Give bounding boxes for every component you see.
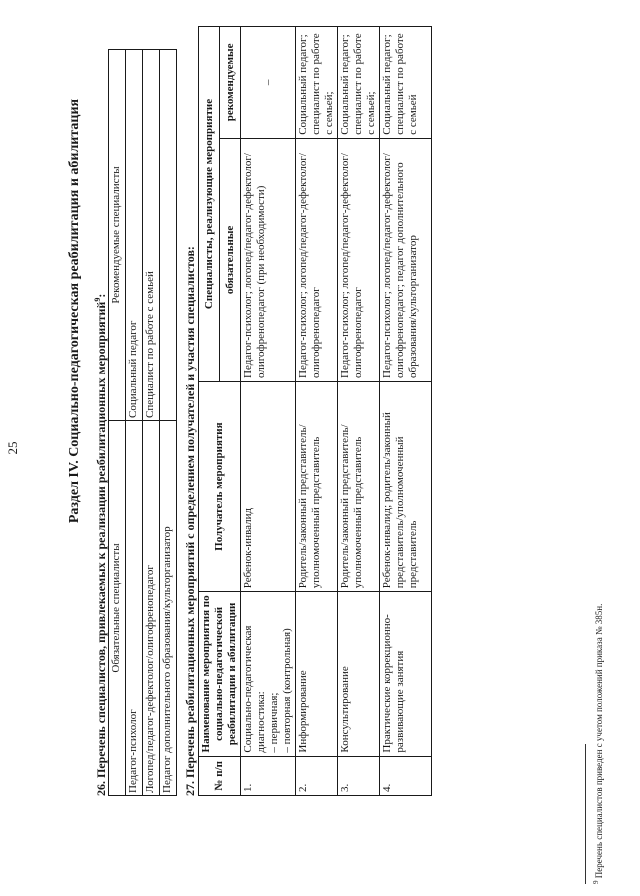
recipient: Родитель/законный представитель/уполномоченный представитель: [296, 381, 338, 591]
col-specialists: Специалисты, реализующие мероприятие: [199, 27, 220, 382]
table-row: [296, 27, 338, 796]
cell: Логопед/педагог-дефектолог/олигофренопедагог: [143, 421, 160, 796]
cell: Социальный педагог: [126, 50, 143, 421]
recipient: Родитель/законный представитель/уполномоченный представитель: [338, 381, 380, 591]
measure-name: Консультирование: [338, 592, 380, 756]
row-num: 1.: [241, 756, 296, 795]
measure-name: Практические коррекционно-развивающие занятия: [380, 592, 432, 756]
row-num: 2.: [296, 756, 338, 795]
recommended-specialists: Социальный педагог; специалист по работе с семьей;: [296, 27, 338, 139]
recommended-specialists: –: [241, 27, 296, 139]
footnote-mark: 9: [592, 880, 600, 884]
col-recipient: Получатель мероприятия: [199, 381, 241, 591]
col-recommended-specialists: Рекомендуемые специалисты: [109, 50, 126, 421]
measures-table: [198, 26, 432, 796]
recommended-specialists: Социальный педагог; специалист по работе с семьей;: [338, 27, 380, 139]
recipient: Ребенок-инвалид: [241, 381, 296, 591]
specialists-table: [108, 49, 177, 796]
col-recommended: рекомендуемые: [220, 27, 241, 139]
mandatory-specialists: Педагог-психолог; логопед/педагог-дефектолог/олигофренопедагог (при необходимости): [241, 138, 296, 381]
mandatory-specialists: Педагог-психолог; логопед/педагог-дефектолог/олигофренопедагог: [338, 138, 380, 381]
section-27-heading: 27. Перечень реабилитационных мероприятий с определением получателей и участия специалистов:: [183, 246, 197, 796]
footnote-ref[interactable]: 9: [93, 297, 102, 302]
measure-name: [241, 592, 296, 756]
list-item: – первичная;: [268, 692, 280, 753]
measure-subitems: [268, 595, 294, 752]
mandatory-specialists: Педагог-психолог; логопед/педагог-дефектолог/олигофренопедагог: [296, 138, 338, 381]
section-26-heading-text: 26. Перечень специалистов, привлекаемых к реализации реабилитационных мероприятий: [94, 301, 108, 796]
cell: Педагог-психолог: [126, 421, 143, 796]
measure-name: Информирование: [296, 592, 338, 756]
list-item: – повторная (контрольная): [281, 628, 293, 753]
col-measure-name: Наименование мероприятия по социально-педагогической реабилитации и абилитации: [199, 592, 241, 756]
col-mandatory: обязательные: [220, 138, 241, 381]
section-title: Раздел IV. Социально-педагогическая реабилитация и абилитация: [67, 98, 82, 524]
page-number: 25: [5, 441, 20, 455]
row-num: 4.: [380, 756, 432, 795]
recipient: Ребенок-инвалид; родитель/законный представитель/уполномоченный представитель: [380, 381, 432, 591]
footnote-divider: [585, 744, 586, 884]
recommended-specialists: Социальный педагог; специалист по работе с семьей: [380, 27, 432, 139]
footnote: [592, 604, 604, 884]
table-row: [338, 27, 380, 796]
table-row: [380, 27, 432, 796]
section-26-heading-end: :: [94, 293, 108, 298]
table-row: [126, 50, 143, 796]
table-row: [143, 50, 160, 796]
measure-name-text: Социально-педагогическая диагностика:: [242, 625, 267, 753]
cell: Специалист по работе с семьей: [143, 50, 160, 421]
table-row: [241, 27, 296, 796]
cell: Педагог дополнительного образования/культорганизатор: [160, 421, 177, 796]
cell: [160, 50, 177, 421]
col-num: № п/п: [199, 756, 241, 795]
footnote-text: Перечень специалистов приведен с учетом положений приказа № 385н.: [594, 603, 604, 879]
section-26-heading: [93, 294, 109, 796]
col-mandatory-specialists: Обязательные специалисты: [109, 421, 126, 796]
table-row: [160, 50, 177, 796]
row-num: 3.: [338, 756, 380, 795]
mandatory-specialists: Педагог-психолог; логопед/педагог-дефектолог/олигофренопедагог; педагог дополнительного образования/культорганизатор: [380, 138, 432, 381]
